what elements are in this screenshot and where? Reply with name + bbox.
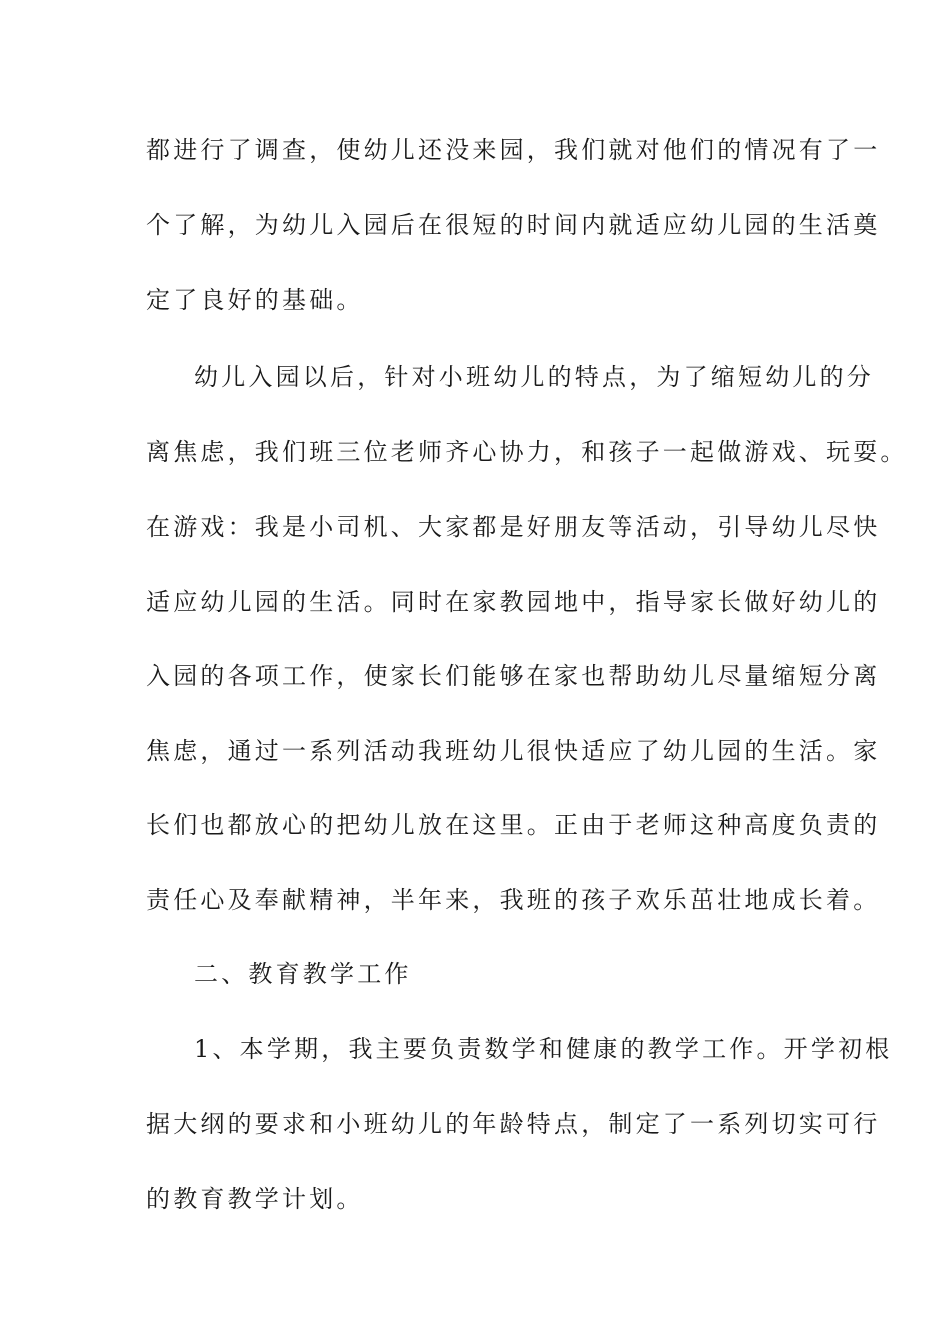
text-line: 都进行了调查，使幼儿还没来园，我们就对他们的情况有了一: [146, 136, 881, 164]
text-line: 离焦虑，我们班三位老师齐心协力，和孩子一起做游戏、玩耍。: [146, 438, 908, 466]
text-line: 的教育教学计划。: [146, 1185, 364, 1213]
text-line: 入园的各项工作，使家长们能够在家也帮助幼儿尽量缩短分离: [146, 662, 881, 690]
paragraph-start-line: 幼儿入园以后，针对小班幼儿的特点，为了缩短幼儿的分: [194, 363, 874, 391]
text-line: 在游戏：我是小司机、大家都是好朋友等活动，引导幼儿尽快: [146, 513, 881, 541]
section-heading: 二、教育教学工作: [194, 960, 412, 988]
text-line: 定了良好的基础。: [146, 286, 364, 314]
text-line: 责任心及奉献精神，半年来，我班的孩子欢乐茁壮地成长着。: [146, 886, 881, 914]
text-line: 个了解，为幼儿入园后在很短的时间内就适应幼儿园的生活奠: [146, 211, 881, 239]
text-line: 适应幼儿园的生活。同时在家教园地中，指导家长做好幼儿的: [146, 588, 881, 616]
text-line: 焦虑，通过一系列活动我班幼儿很快适应了幼儿园的生活。家: [146, 737, 881, 765]
paragraph-start-line: 1、本学期，我主要负责数学和健康的教学工作。开学初根: [194, 1035, 893, 1063]
text-line: 长们也都放心的把幼儿放在这里。正由于老师这种高度负责的: [146, 811, 881, 839]
text-line: 据大纲的要求和小班幼儿的年龄特点，制定了一系列切实可行: [146, 1110, 881, 1138]
